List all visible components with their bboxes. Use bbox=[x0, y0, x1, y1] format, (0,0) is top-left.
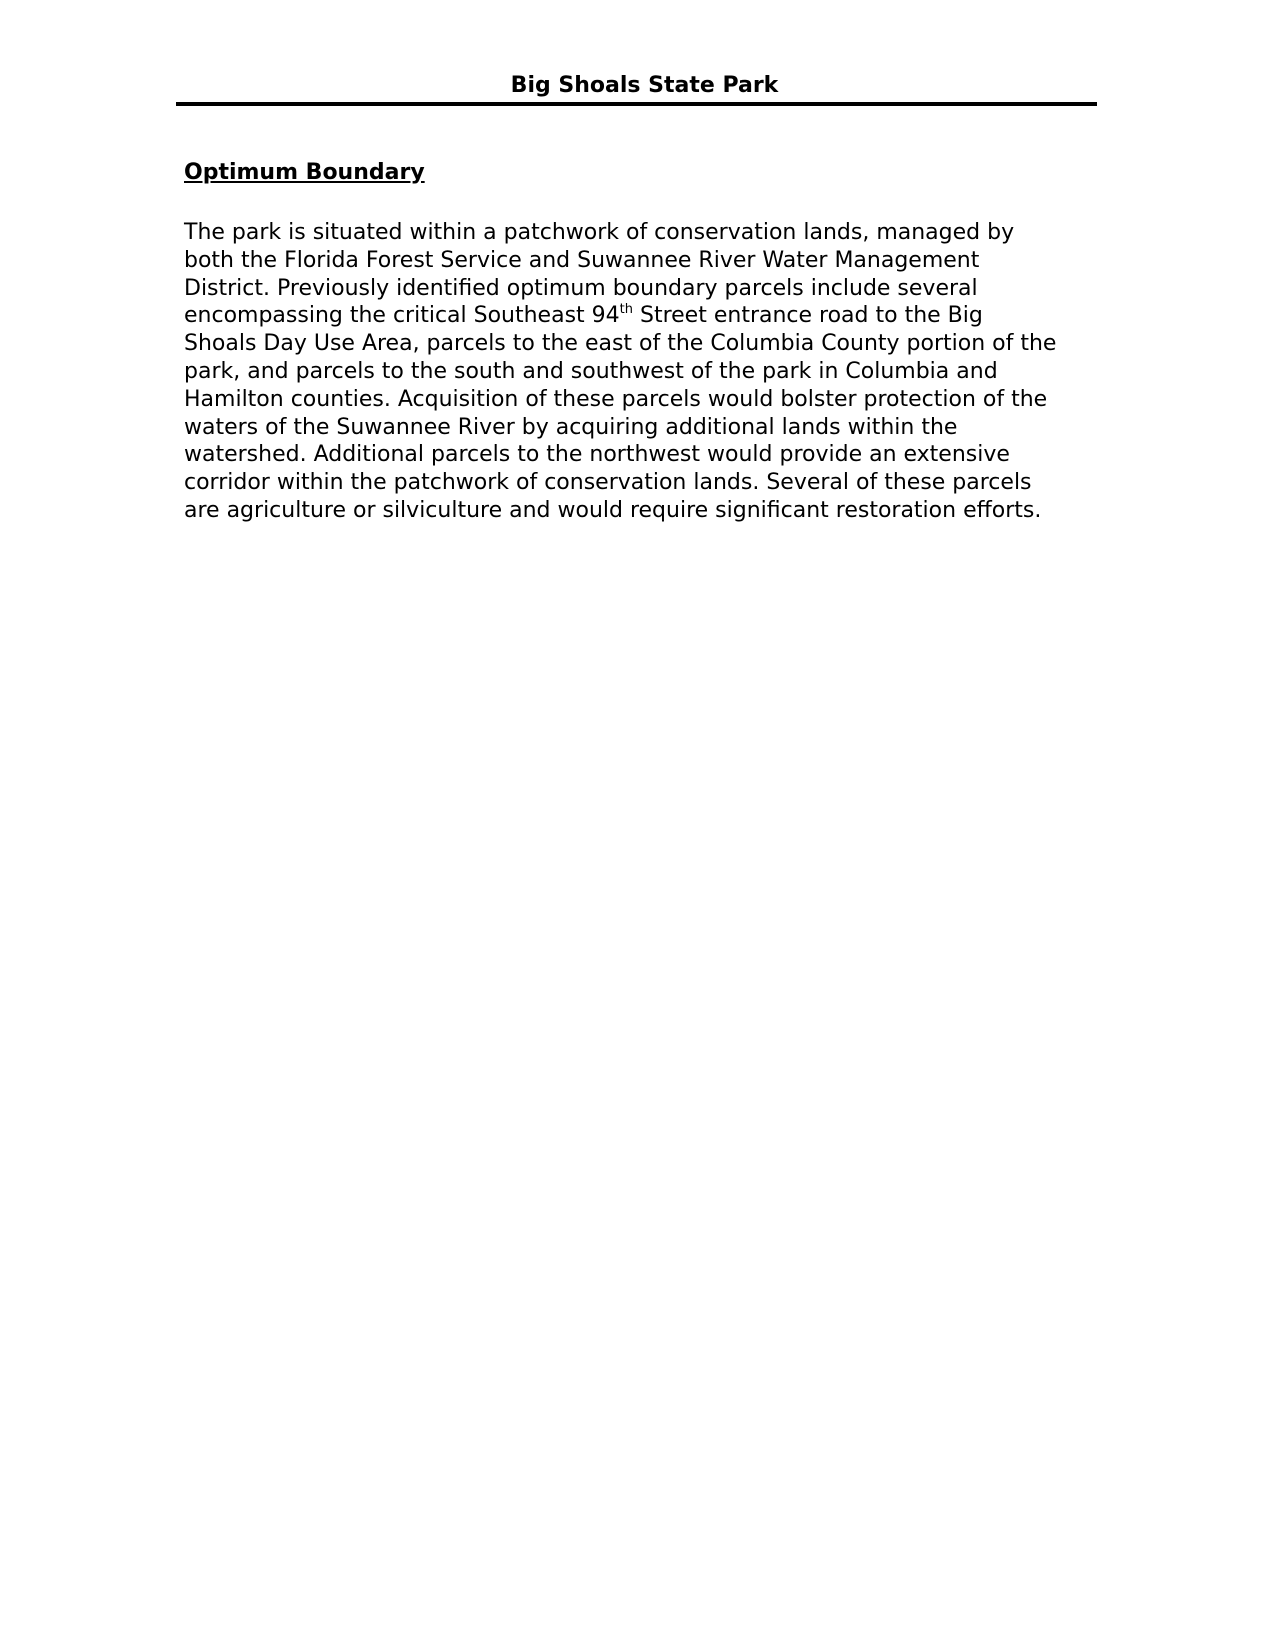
paragraph-line: waters of the Suwannee River by acquiring additional lands within the bbox=[184, 414, 958, 440]
page-header bbox=[176, 72, 1097, 106]
body-paragraph bbox=[184, 219, 1114, 525]
paragraph-line: corridor within the patchwork of conservation lands. Several of these parcels bbox=[184, 470, 1032, 496]
paragraph-line: both the Florida Forest Service and Suwannee River Water Management bbox=[184, 247, 980, 273]
paragraph-line: watershed. Additional parcels to the northwest would provide an extensive bbox=[184, 442, 1010, 468]
paragraph-line: park, and parcels to the south and southwest of the park in Columbia and bbox=[184, 358, 998, 384]
line-text: Street entrance road to the Big bbox=[633, 303, 983, 329]
paragraph-line: Hamilton counties. Acquisition of these parcels would bolster protection of the bbox=[184, 386, 1048, 412]
paragraph-line: District. Previously identified optimum boundary parcels include several bbox=[184, 275, 978, 301]
paragraph-line: The park is situated within a patchwork of conservation lands, managed by bbox=[184, 220, 1015, 245]
ordinal-suffix: th bbox=[619, 302, 633, 318]
section-heading: Optimum Boundary bbox=[184, 160, 425, 185]
page-title: Big Shoals State Park bbox=[510, 73, 779, 98]
paragraph-line bbox=[184, 302, 1114, 330]
line-text: encompassing the critical Southeast 94 bbox=[184, 303, 620, 329]
paragraph-line: Shoals Day Use Area, parcels to the east of the Columbia County portion of the bbox=[184, 331, 1057, 357]
paragraph-line: are agriculture or silviculture and would require significant restoration efforts. bbox=[184, 497, 1042, 523]
